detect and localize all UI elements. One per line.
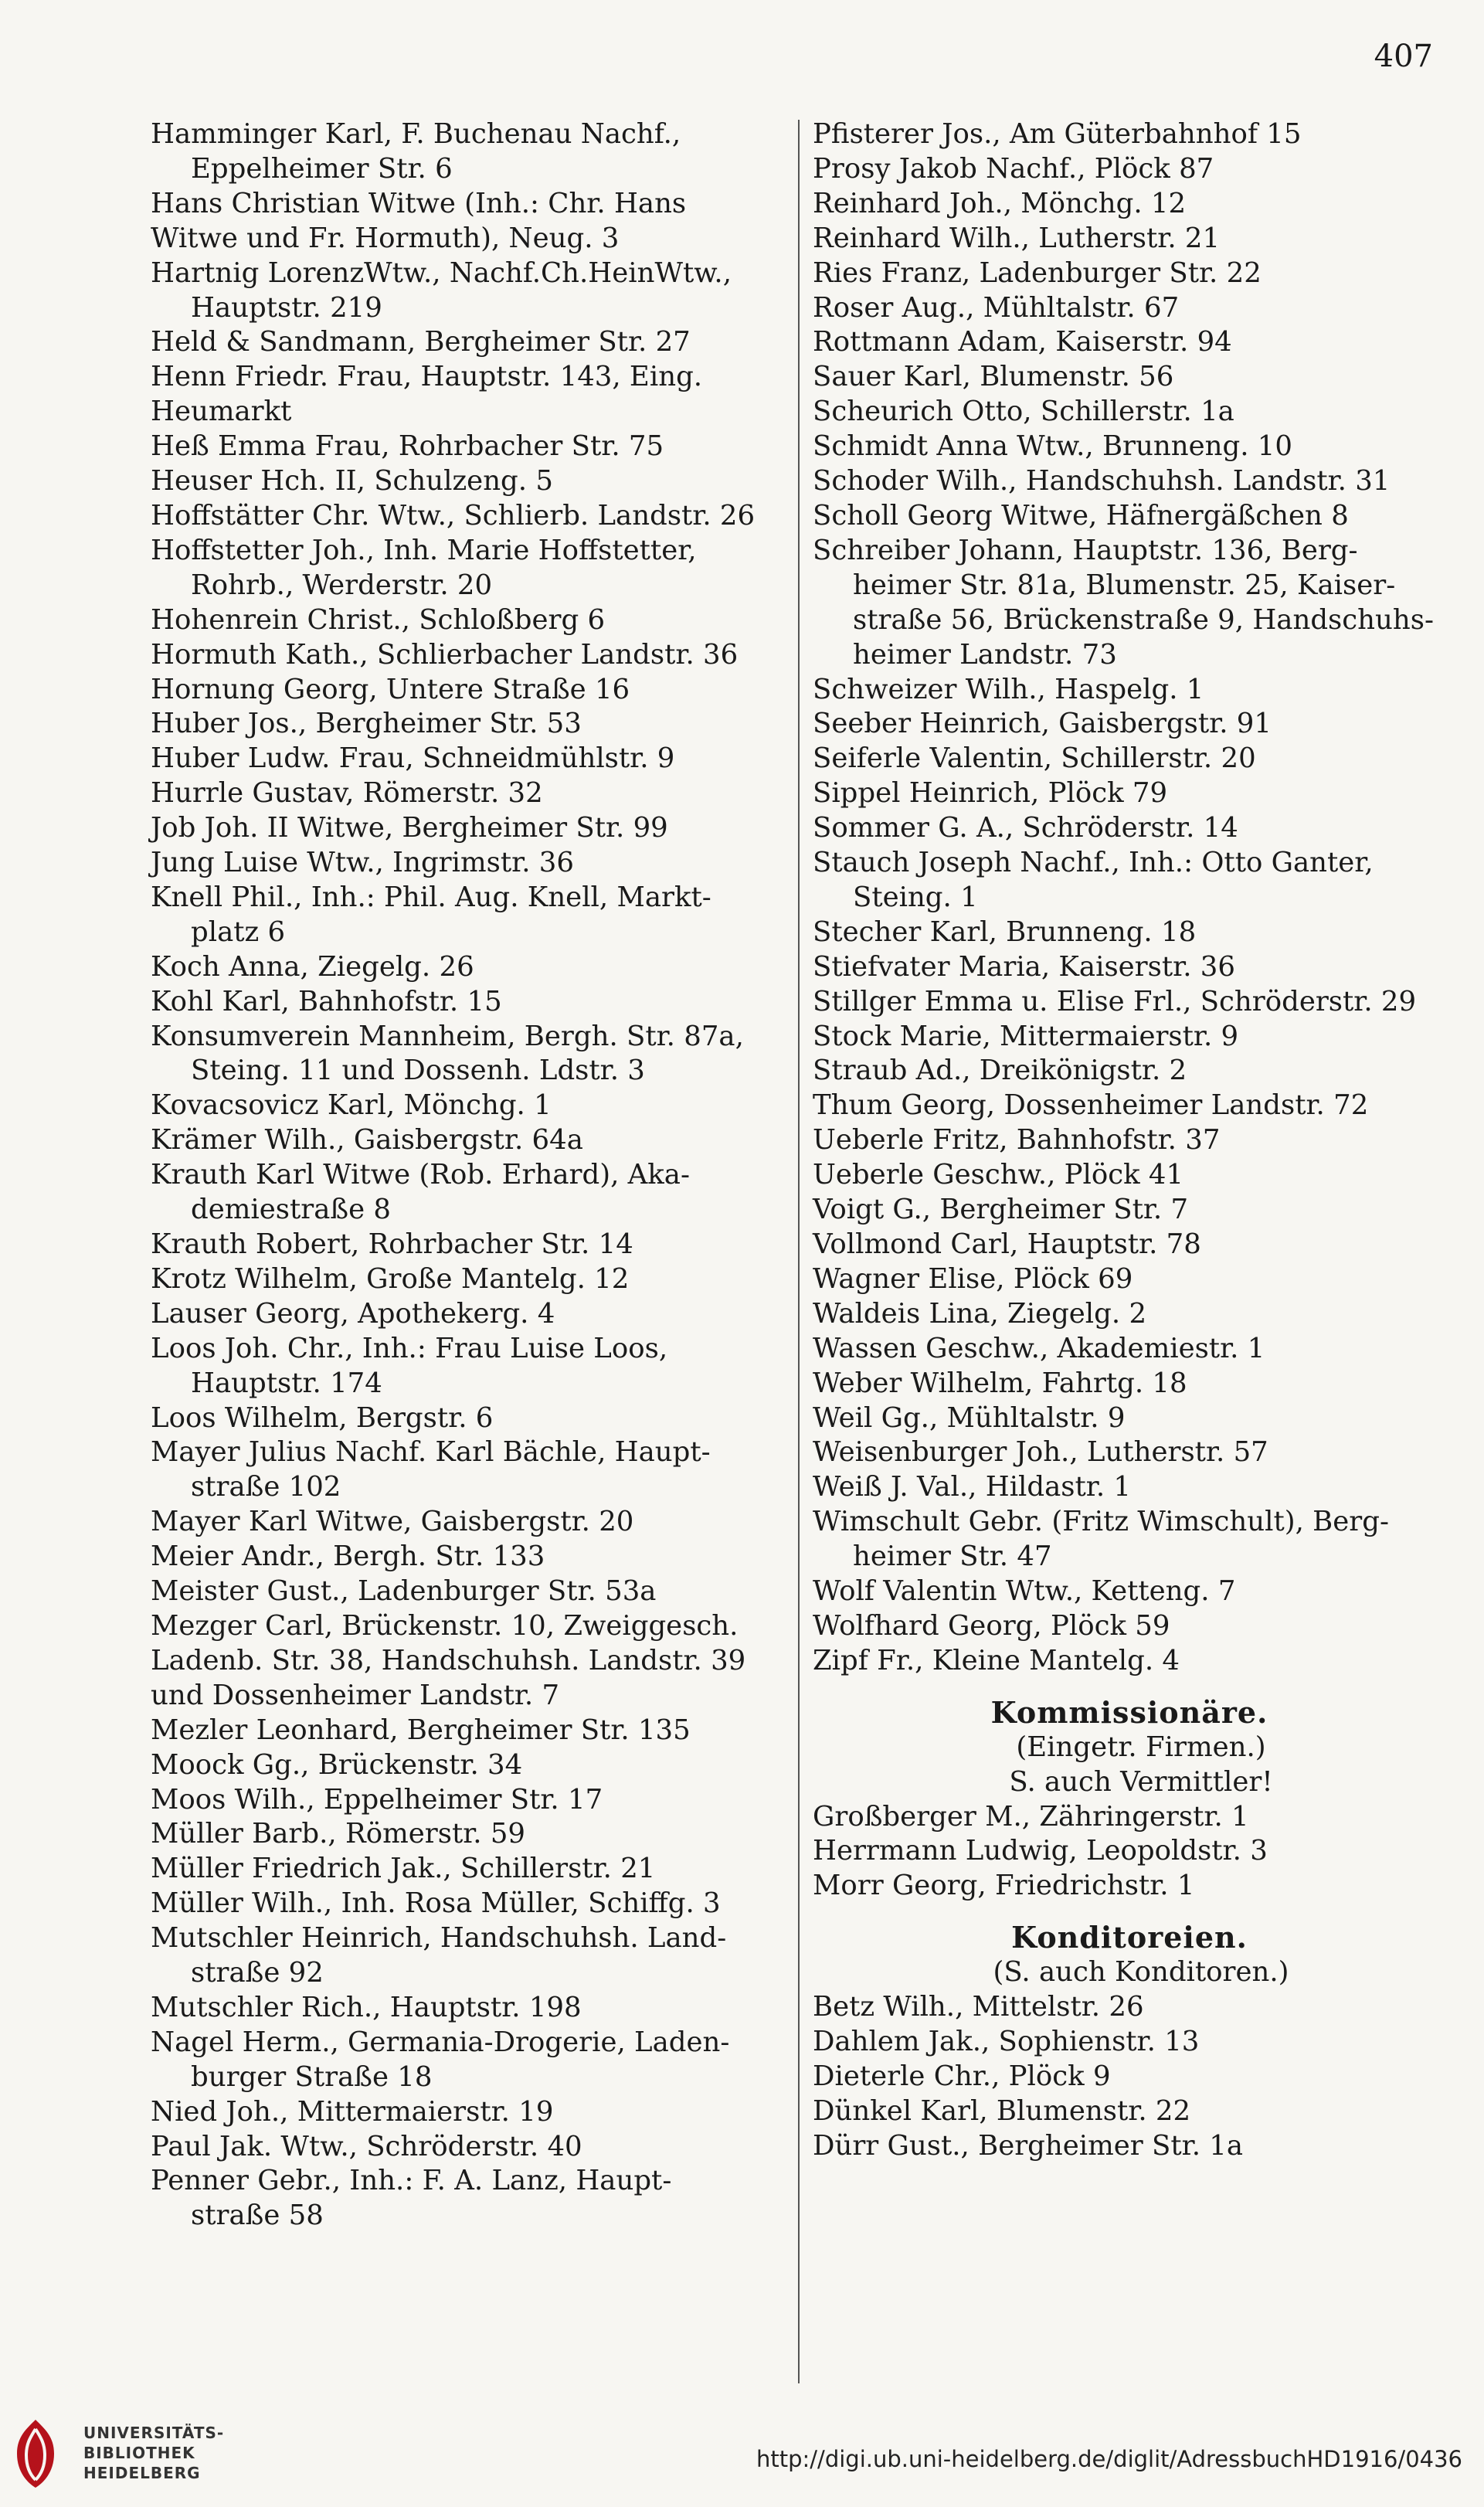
directory-entry-line: Hartnig LorenzWtw., Nachf.Ch.HeinWtw., (151, 256, 732, 289)
directory-entry-line: Hornung Georg, Untere Straße 16 (151, 673, 630, 705)
directory-entry-line: straße 92 (191, 1957, 324, 1989)
section-subheading-see-also: S. auch Vermittler! (1009, 1765, 1273, 1798)
section-heading-konditoreien: Konditoreien. (1011, 1920, 1248, 1955)
directory-entry-line: Schweizer Wilh., Haspelg. 1 (813, 673, 1204, 705)
directory-entry-line: Waldeis Lina, Ziegelg. 2 (813, 1297, 1147, 1330)
directory-entry-line: Kovacsovicz Karl, Mönchg. 1 (151, 1089, 552, 1122)
footer (0, 2395, 1484, 2507)
directory-entry-line: Witwe und Fr. Hormuth), Neug. 3 (151, 222, 620, 254)
directory-entry-line: Mutschler Rich., Hauptstr. 198 (151, 1991, 582, 2023)
directory-entry-line: Vollmond Carl, Hauptstr. 78 (813, 1228, 1201, 1260)
directory-entry-line: Hoffstätter Chr. Wtw., Schlierb. Landstr. 26 (151, 499, 756, 532)
directory-entry-line: Stauch Joseph Nachf., Inh.: Otto Ganter, (813, 847, 1374, 879)
directory-entry-line: Moock Gg., Brückenstr. 34 (151, 1748, 523, 1781)
directory-entry-line: Kohl Karl, Bahnhofstr. 15 (151, 985, 502, 1017)
directory-entry-line: Heuser Hch. II, Schulzeng. 5 (151, 465, 553, 498)
source-url-link[interactable]: http://digi.ub.uni-heidelberg.de/diglit/AdressbuchHD1916/0436 (756, 2446, 1462, 2472)
directory-entry-line: Dahlem Jak., Sophienstr. 13 (813, 2025, 1200, 2057)
directory-entry-line: und Dossenheimer Landstr. 7 (151, 1679, 560, 1711)
directory-entry-line: Ueberle Fritz, Bahnhofstr. 37 (813, 1124, 1221, 1157)
directory-entry-line: Mezler Leonhard, Bergheimer Str. 135 (151, 1714, 691, 1746)
directory-entry-line: Weber Wilhelm, Fahrtg. 18 (813, 1367, 1187, 1399)
directory-entry-line: Stock Marie, Mittermaierstr. 9 (813, 1020, 1239, 1052)
directory-entry-line: Konsumverein Mannheim, Bergh. Str. 87a, (151, 1020, 744, 1052)
directory-entry-line: Hauptstr. 219 (191, 291, 382, 324)
directory-entry-line: Sippel Heinrich, Plöck 79 (813, 777, 1168, 810)
directory-entry-line: Eppelheimer Str. 6 (191, 152, 453, 185)
directory-entry-line: heimer Landstr. 73 (853, 638, 1117, 671)
section-heading-kommissionaere: Kommissionäre. (990, 1694, 1268, 1730)
directory-entry-line: Jung Luise Wtw., Ingrimstr. 36 (151, 847, 574, 879)
directory-entry-line: Henn Friedr. Frau, Hauptstr. 143, Eing. (151, 361, 703, 393)
directory-entry-line: Betz Wilh., Mittelstr. 26 (813, 1991, 1144, 2023)
directory-entry-line: Mayer Karl Witwe, Gaisbergstr. 20 (151, 1506, 634, 1538)
directory-entry-line: Sauer Karl, Blumenstr. 56 (813, 361, 1174, 393)
logo-wordmark (83, 2423, 224, 2483)
directory-entry-line: Ries Franz, Ladenburger Str. 22 (813, 256, 1262, 289)
directory-entry-line: Müller Wilh., Inh. Rosa Müller, Schiffg. 3 (151, 1887, 721, 1920)
directory-entry-line: Hamminger Karl, F. Buchenau Nachf., (151, 118, 681, 150)
directory-entry-line: Meister Gust., Ladenburger Str. 53a (151, 1575, 657, 1608)
directory-entry-line: Wagner Elise, Plöck 69 (813, 1262, 1133, 1295)
directory-entry-line: Knell Phil., Inh.: Phil. Aug. Knell, Markt- (151, 881, 711, 913)
logo-line: UNIVERSITÄTS- (83, 2424, 225, 2442)
directory-entry-line: Moos Wilh., Eppelheimer Str. 17 (151, 1783, 603, 1816)
directory-entry-line: Mezger Carl, Brückenstr. 10, Zweiggesch. (151, 1609, 739, 1642)
section-subheading-see-also: (S. auch Konditoren.) (993, 1956, 1289, 1989)
directory-entry-line: Dürr Gust., Bergheimer Str. 1a (813, 2129, 1244, 2162)
directory-entry-line: Weil Gg., Mühltalstr. 9 (813, 1401, 1126, 1434)
directory-entry-line: platz 6 (191, 915, 286, 948)
directory-entry-line: straße 56, Brückenstraße 9, Handschuhs- (853, 603, 1434, 636)
directory-entry-line: Loos Joh. Chr., Inh.: Frau Luise Loos, (151, 1332, 668, 1364)
directory-entry-line: Wassen Geschw., Akademiestr. 1 (813, 1332, 1265, 1364)
directory-entry-line: heimer Str. 81a, Blumenstr. 25, Kaiser- (853, 569, 1396, 601)
right-column-entries (813, 117, 1446, 1679)
directory-entry-line: Huber Jos., Bergheimer Str. 53 (151, 708, 582, 740)
directory-entry-line: heimer Str. 47 (853, 1541, 1052, 1573)
university-library-logo-icon (11, 2418, 60, 2489)
directory-entry-line: Stiefvater Maria, Kaiserstr. 36 (813, 950, 1235, 983)
directory-entry-line: Hoffstetter Joh., Inh. Marie Hoffstetter, (151, 534, 697, 566)
directory-entry-line: Steing. 11 und Dossenh. Ldstr. 3 (191, 1055, 645, 1087)
directory-entry-line: Huber Ludw. Frau, Schneidmühlstr. 9 (151, 742, 675, 775)
column-divider (798, 120, 800, 2383)
directory-entry-line: Prosy Jakob Nachf., Plöck 87 (813, 152, 1214, 185)
directory-entry-line: Job Joh. II Witwe, Bergheimer Str. 99 (151, 812, 668, 844)
directory-entry-line: Großberger M., Zähringerstr. 1 (813, 1800, 1249, 1833)
logo-line: BIBLIOTHEK (83, 2444, 195, 2462)
directory-entry-line: Hauptstr. 174 (191, 1367, 382, 1399)
directory-entry-line: burger Straße 18 (191, 2060, 433, 2093)
directory-entry-line: Stillger Emma u. Elise Frl., Schröderstr. 29 (813, 985, 1417, 1017)
directory-entry-line: straße 58 (191, 2200, 324, 2232)
directory-entry-line: Sommer G. A., Schröderstr. 14 (813, 812, 1238, 844)
directory-entry-line: Straub Ad., Dreikönigstr. 2 (813, 1055, 1187, 1087)
directory-entry-line: Schreiber Johann, Hauptstr. 136, Berg- (813, 534, 1358, 566)
directory-entry-line: Wimschult Gebr. (Fritz Wimschult), Berg- (813, 1506, 1389, 1538)
directory-entry-line: Stecher Karl, Brunneng. 18 (813, 915, 1197, 948)
right-column (813, 117, 1446, 2164)
logo-line: HEIDELBERG (83, 2464, 201, 2482)
directory-entry-line: Krotz Wilhelm, Große Mantelg. 12 (151, 1262, 630, 1295)
directory-entry-line: Nied Joh., Mittermaierstr. 19 (151, 2095, 554, 2128)
directory-entry-line: Hurrle Gustav, Römerstr. 32 (151, 777, 543, 810)
section-subheading: (Eingetr. Firmen.) (1016, 1731, 1266, 1763)
directory-entry-line: Krämer Wilh., Gaisbergstr. 64a (151, 1124, 583, 1157)
directory-entry-line: Hormuth Kath., Schlierbacher Landstr. 36 (151, 638, 739, 671)
directory-entry-line: Scheurich Otto, Schillerstr. 1a (813, 396, 1234, 428)
directory-entry-line: Müller Friedrich Jak., Schillerstr. 21 (151, 1853, 656, 1885)
directory-entry-line: Schmidt Anna Wtw., Brunneng. 10 (813, 430, 1292, 463)
directory-entry-line: Morr Georg, Friedrichstr. 1 (813, 1870, 1195, 1902)
directory-entry-line: Krauth Robert, Rohrbacher Str. 14 (151, 1228, 633, 1260)
directory-entry-line: Hohenrein Christ., Schloßberg 6 (151, 603, 606, 636)
directory-entry-line: Schoder Wilh., Handschuhsh. Landstr. 31 (813, 465, 1391, 498)
directory-entry-line: Heß Emma Frau, Rohrbacher Str. 75 (151, 430, 664, 463)
directory-entry-line: Wolf Valentin Wtw., Ketteng. 7 (813, 1575, 1236, 1608)
directory-entry-line: Koch Anna, Ziegelg. 26 (151, 950, 474, 983)
directory-entry-line: Pfisterer Jos., Am Güterbahnhof 15 (813, 118, 1302, 150)
directory-entry-line: Roser Aug., Mühltalstr. 67 (813, 291, 1180, 324)
konditoreien-entries (813, 1990, 1446, 2164)
page-number: 407 (1374, 39, 1433, 74)
directory-entry-line: Seiferle Valentin, Schillerstr. 20 (813, 742, 1256, 775)
directory-entry-line: Penner Gebr., Inh.: F. A. Lanz, Haupt- (151, 2165, 672, 2197)
directory-entry-line: Thum Georg, Dossenheimer Landstr. 72 (813, 1089, 1369, 1122)
directory-entry-line: Nagel Herm., Germania-Drogerie, Laden- (151, 2026, 730, 2058)
directory-entry-line: Krauth Karl Witwe (Rob. Erhard), Aka- (151, 1159, 690, 1191)
directory-entry-line: Reinhard Joh., Mönchg. 12 (813, 187, 1187, 219)
directory-entry-line: Hans Christian Witwe (Inh.: Chr. Hans (151, 187, 687, 219)
directory-entry-line: Voigt G., Bergheimer Str. 7 (813, 1194, 1189, 1226)
directory-entry-line: Mayer Julius Nachf. Karl Bächle, Haupt- (151, 1436, 711, 1469)
kommissionaere-entries (813, 1800, 1446, 1904)
directory-entry-line: straße 102 (191, 1471, 341, 1503)
directory-entry-line: Zipf Fr., Kleine Mantelg. 4 (813, 1644, 1180, 1676)
directory-entry-line: Paul Jak. Wtw., Schröderstr. 40 (151, 2130, 582, 2162)
directory-entry-line: Rottmann Adam, Kaiserstr. 94 (813, 326, 1232, 358)
directory-entry-line: Loos Wilhelm, Bergstr. 6 (151, 1401, 494, 1434)
left-column (151, 117, 784, 2234)
directory-entry-line: Müller Barb., Römerstr. 59 (151, 1818, 526, 1850)
directory-entry-line: Ladenb. Str. 38, Handschuhsh. Landstr. 39 (151, 1644, 746, 1676)
directory-entry-line: Scholl Georg Witwe, Häfnergäßchen 8 (813, 499, 1349, 532)
directory-entry-line: Dünkel Karl, Blumenstr. 22 (813, 2094, 1191, 2127)
directory-entry-line: Lauser Georg, Apothekerg. 4 (151, 1297, 555, 1330)
directory-entry-line: Rohrb., Werderstr. 20 (191, 569, 493, 601)
directory-entry-line: Wolfhard Georg, Plöck 59 (813, 1609, 1170, 1642)
directory-entry-line: Ueberle Geschw., Plöck 41 (813, 1159, 1184, 1191)
directory-entry-line: demiestraße 8 (191, 1194, 391, 1226)
directory-entry-line: Steing. 1 (853, 881, 978, 913)
directory-entry-line: Reinhard Wilh., Lutherstr. 21 (813, 222, 1221, 254)
directory-entry-line: Seeber Heinrich, Gaisbergstr. 91 (813, 708, 1272, 740)
directory-entry-line: Meier Andr., Bergh. Str. 133 (151, 1541, 545, 1573)
directory-entry-line: Held & Sandmann, Bergheimer Str. 27 (151, 326, 691, 358)
directory-entry-line: Mutschler Heinrich, Handschuhsh. Land- (151, 1922, 727, 1955)
directory-entry-line: Weiß J. Val., Hildastr. 1 (813, 1471, 1132, 1503)
directory-entry-line: Heumarkt (151, 396, 292, 428)
directory-entry-line: Dieterle Chr., Plöck 9 (813, 2060, 1111, 2092)
directory-entry-line: Weisenburger Joh., Lutherstr. 57 (813, 1436, 1268, 1469)
directory-entry-line: Herrmann Ludwig, Leopoldstr. 3 (813, 1835, 1268, 1867)
